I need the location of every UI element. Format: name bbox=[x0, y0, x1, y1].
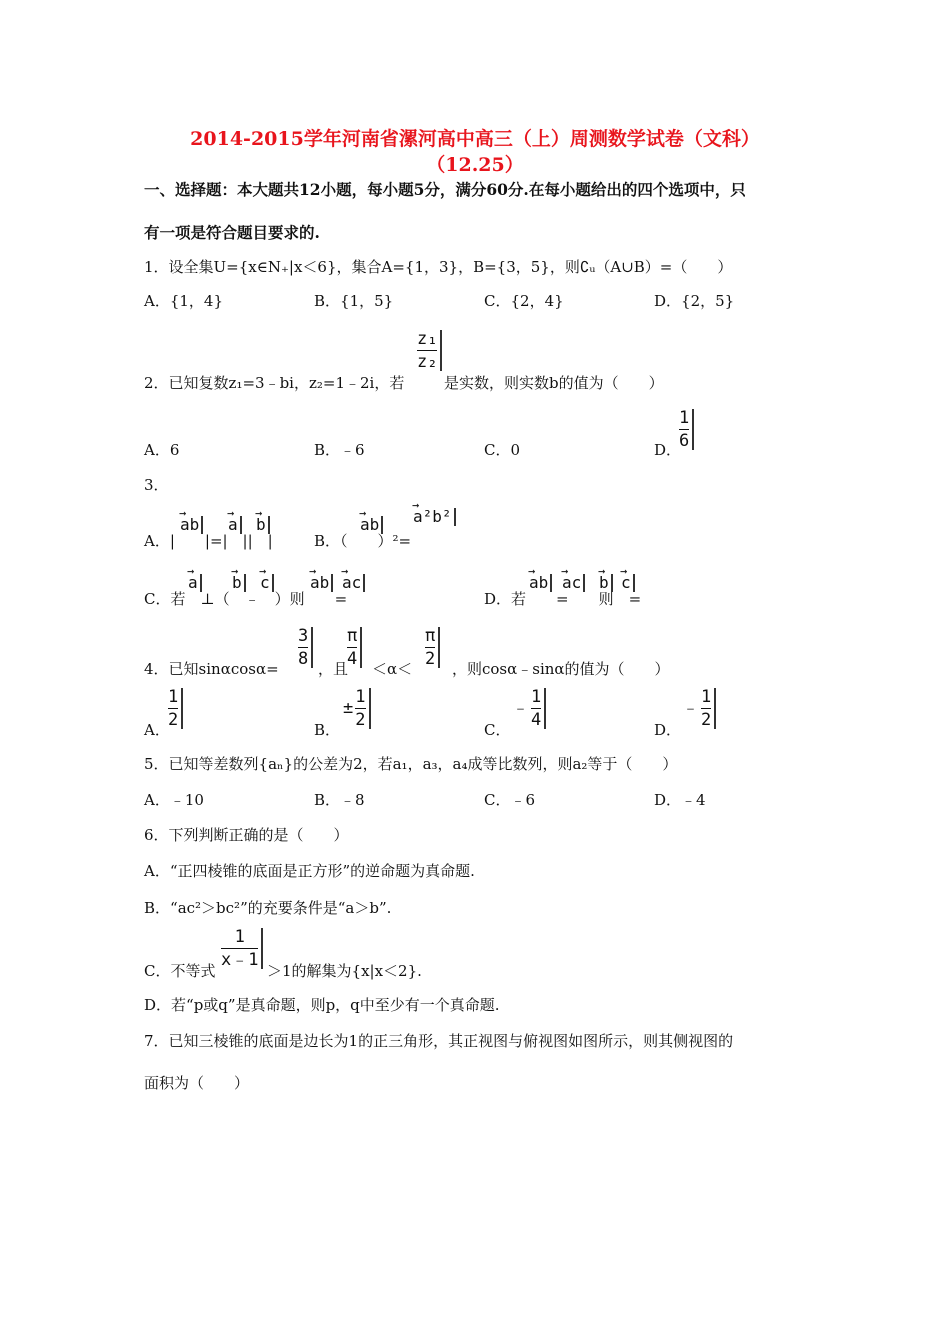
q5-option-d: D．﹣4 bbox=[654, 791, 706, 809]
q4-d-num: 1 bbox=[701, 687, 712, 707]
q3-option-a: A．| |=| || | bbox=[144, 532, 273, 550]
q4-f1-den: 8 bbox=[298, 649, 309, 669]
question-7-stem: 7．已知三棱锥的底面是边长为1的正三角形，其正视图与俯视图如图所示，则其侧视图的 bbox=[144, 1032, 734, 1050]
q3-b-vector-a2b2: → a²b² bbox=[411, 508, 456, 526]
q3-b-vector-ab: → ab bbox=[358, 516, 383, 534]
question-6-stem: 6．下列判断正确的是（ ） bbox=[144, 826, 349, 844]
q4-c-num: 1 bbox=[531, 687, 542, 707]
q4-d-sign: ﹣ bbox=[682, 698, 699, 718]
q4-a-num: 1 bbox=[168, 687, 179, 707]
q5-option-c: C．﹣6 bbox=[484, 791, 536, 809]
q4-f2-num: π bbox=[347, 626, 358, 646]
q1-option-d: D．{2，5} bbox=[654, 292, 735, 310]
question-2-stem-b: 是实数，则实数b的值为（ ） bbox=[444, 374, 664, 392]
q2-option-a: A．6 bbox=[144, 441, 180, 459]
page-title: 2014-2015学年河南省漯河高中高三（上）周测数学试卷（文科） bbox=[190, 128, 760, 150]
q6-c-den: x﹣1 bbox=[221, 950, 259, 970]
question-7-stem-cont: 面积为（ ） bbox=[144, 1074, 250, 1092]
q4-f3-den: 2 bbox=[425, 649, 436, 669]
q3-option-c: C．若 ⊥（ ﹣ ）则 = bbox=[144, 590, 348, 608]
question-4-stem-d: ，则cosα﹣sinα的值为（ ） bbox=[452, 660, 670, 678]
q4-option-d: D． bbox=[654, 721, 682, 739]
q6-option-c-a: C．不等式 bbox=[144, 962, 216, 980]
q3-c-vector-ac: → ac bbox=[340, 574, 365, 592]
q6-option-b: B．“ac²＞bc²”的充要条件是“a＞b”. bbox=[144, 899, 392, 917]
section-heading: 一、选择题：本大题共12小题，每小题5分，满分60分.在每小题给出的四个选项中，只 bbox=[144, 180, 746, 199]
q4-fraction-3-8 bbox=[296, 627, 313, 669]
question-4-stem-c: ＜α＜ bbox=[372, 660, 413, 678]
q3-option-d: D．若 = 则 = bbox=[484, 590, 642, 608]
q4-f2-den: 4 bbox=[347, 649, 358, 669]
q2-option-d-fraction bbox=[677, 409, 694, 451]
q4-c-den: 4 bbox=[531, 710, 542, 730]
q4-option-c-value bbox=[512, 688, 546, 730]
question-1-stem: 1．设全集U={x∈N₊|x＜6}，集合A={1，3}，B={3，5}，则∁ᵤ（A∪B）=（ ） bbox=[144, 258, 733, 276]
q4-f3-num: π bbox=[425, 626, 436, 646]
q6-c-fraction bbox=[219, 928, 263, 970]
question-4-stem-a: 4．已知sinαcosα= bbox=[144, 660, 279, 678]
q3-d-vector-ac: → ac bbox=[560, 574, 585, 592]
q1-option-b: B．{1，5} bbox=[314, 292, 394, 310]
q4-fraction-pi-4 bbox=[345, 627, 362, 669]
question-2-stem-a: 2．已知复数z₁=3﹣bi，z₂=1﹣2i，若 bbox=[144, 374, 405, 392]
q3-c-vector-b: → b bbox=[230, 574, 246, 592]
q2-option-b: B．﹣6 bbox=[314, 441, 365, 459]
q2-d-num: 1 bbox=[679, 408, 690, 428]
page-title-date: （12.25） bbox=[426, 154, 524, 176]
question-5-stem: 5．已知等差数列{aₙ}的公差为2，若a₁，a₃，a₄成等比数列，则a₂等于（ ） bbox=[144, 755, 678, 773]
q4-option-b: B． bbox=[314, 721, 341, 739]
q3-c-vector-ab: → ab bbox=[308, 574, 333, 592]
q2-frac-den: z₂ bbox=[417, 352, 438, 372]
q3-d-vector-b: → b bbox=[597, 574, 613, 592]
q3-d-vector-ab: → ab bbox=[527, 574, 552, 592]
q1-option-c: C．{2，4} bbox=[484, 292, 564, 310]
q4-a-den: 2 bbox=[168, 710, 179, 730]
q3-c-vector-a: → a bbox=[186, 574, 202, 592]
q4-fraction-pi-2 bbox=[423, 627, 440, 669]
q5-option-a: A．﹣10 bbox=[144, 791, 204, 809]
q6-option-c-b: ＞1的解集为{x|x＜2}. bbox=[267, 962, 422, 980]
q4-option-a-value bbox=[166, 688, 183, 730]
q3-d-vector-c: → c bbox=[619, 574, 635, 592]
q2-d-den: 6 bbox=[679, 431, 690, 451]
q3-a-vector-a: → a bbox=[226, 516, 242, 534]
q4-f1-num: 3 bbox=[298, 626, 309, 646]
q2-option-d: D． bbox=[654, 441, 682, 459]
q4-option-d-value bbox=[682, 688, 716, 730]
q4-option-b-value bbox=[343, 688, 371, 730]
q6-option-d: D．若“p或q”是真命题，则p，q中至少有一个真命题. bbox=[144, 996, 500, 1014]
q5-option-b: B．﹣8 bbox=[314, 791, 365, 809]
q4-option-c: C． bbox=[484, 721, 511, 739]
q4-b-num: 1 bbox=[355, 687, 366, 707]
q4-b-den: 2 bbox=[355, 710, 366, 730]
question-3-stem: 3． bbox=[144, 476, 169, 494]
q2-fraction bbox=[415, 330, 442, 372]
q2-option-c: C．0 bbox=[484, 441, 521, 459]
q3-a-vector-ab: → ab bbox=[178, 516, 203, 534]
q3-option-b: B．（ ）²= bbox=[314, 532, 412, 550]
q4-c-sign: ﹣ bbox=[512, 698, 529, 718]
q6-c-num: 1 bbox=[234, 927, 245, 947]
q3-c-vector-c: → c bbox=[258, 574, 274, 592]
q4-option-a: A． bbox=[144, 721, 170, 739]
q3-a-vector-b: → b bbox=[254, 516, 270, 534]
section-heading-cont: 有一项是符合题目要求的. bbox=[144, 223, 320, 242]
question-4-stem-b: ，且 bbox=[318, 660, 349, 678]
q4-d-den: 2 bbox=[701, 710, 712, 730]
q4-b-sign: ± bbox=[343, 698, 354, 718]
q6-option-a: A．“正四棱锥的底面是正方形”的逆命题为真命题. bbox=[144, 862, 475, 880]
q2-frac-num: z₁ bbox=[417, 329, 438, 349]
q1-option-a: A．{1，4} bbox=[144, 292, 224, 310]
